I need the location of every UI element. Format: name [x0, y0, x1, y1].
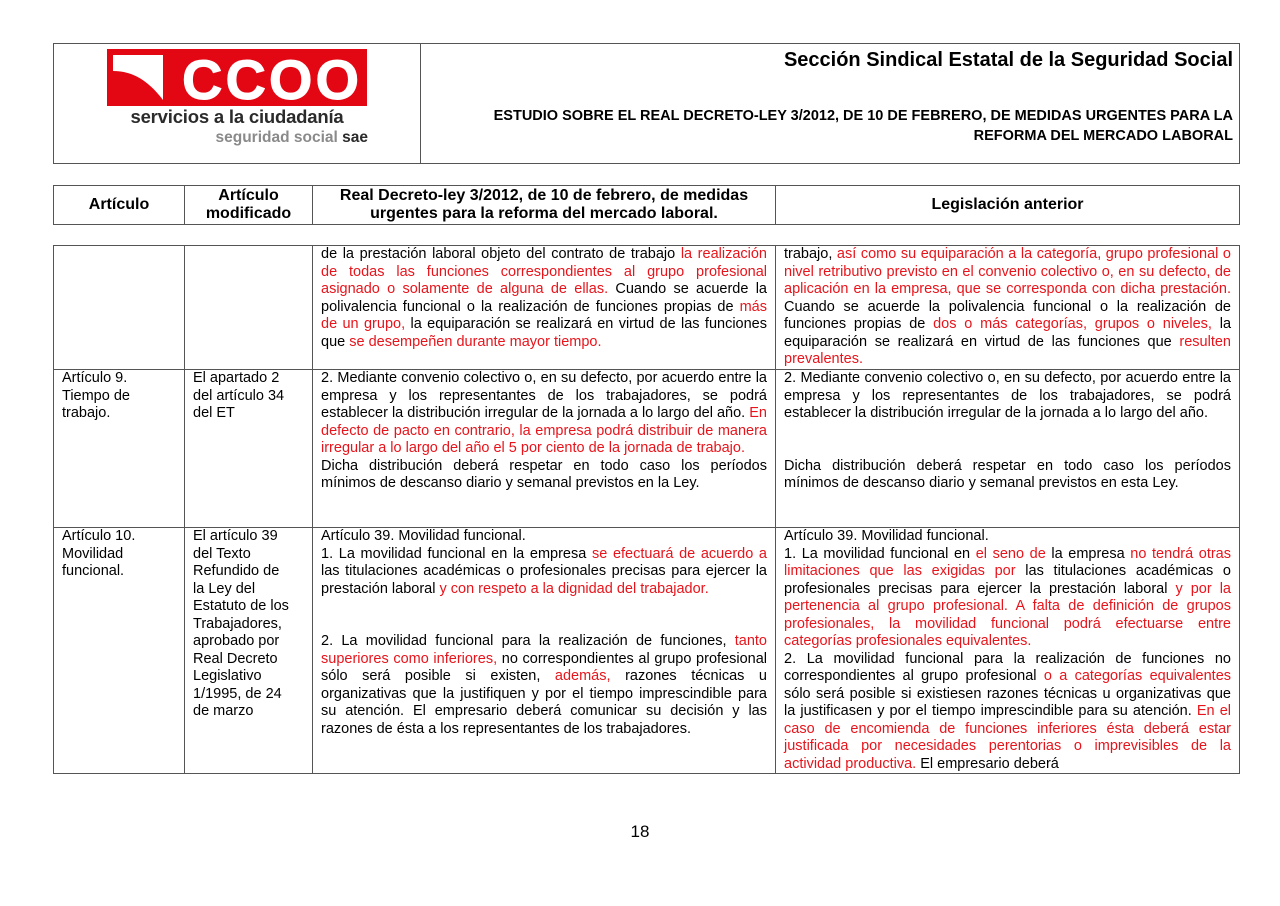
section-title: Sección Sindical Estatal de la Seguridad Social	[783, 49, 1233, 71]
logo-cell	[54, 44, 421, 163]
document-header	[53, 43, 1240, 164]
cell-modificado: El artículo 39 del Texto Refundido de la Ley del Estatuto de los Trabajadores, aprobado por Real Decreto Legislativo 1/1995, de 24 de marzo	[185, 528, 313, 773]
cell-articulo	[54, 246, 185, 369]
table-row	[54, 369, 1239, 527]
highlighted-change-text: En el caso de encomienda de funciones inferiores ésta deberá estar justificada por necesidades perentorias o imprevisibles de la actividad productiva.	[784, 703, 1231, 772]
highlighted-change-text: dos o más categorías, grupos o niveles,	[933, 316, 1212, 332]
study-subtitle: ESTUDIO SOBRE EL REAL DECRETO-LEY 3/2012, DE 10 DE FEBRERO, DE MEDIDAS URGENTES PARA LA REFORMA DEL MERCADO LABORAL	[493, 108, 1233, 144]
text-run: Cuando se acuerde la polivalencia funcional o la realización de funciones propias de	[321, 281, 767, 315]
highlighted-change-text: tanto superiores como inferiores,	[321, 633, 767, 667]
highlighted-change-text: el seno de	[975, 545, 1046, 562]
text-run: 2. La movilidad funcional para la realización de funciones,	[321, 633, 735, 649]
highlighted-change-text: se efectuará de acuerdo a	[591, 545, 767, 562]
text-run: las titulaciones académicas o profesionales precisas para ejercer la prestación laboral	[321, 563, 767, 597]
text-run: trabajo,	[784, 246, 837, 262]
cell-articulo: Artículo 9. Tiempo de trabajo.	[54, 370, 185, 527]
highlighted-change-text: y con respeto a la dignidad del trabajador.	[439, 580, 709, 597]
text-run: la empresa	[1045, 545, 1131, 562]
text-run: de la prestación laboral objeto del contrato de trabajo	[321, 246, 681, 262]
ccoo-logo-icon	[107, 49, 367, 106]
text-run: razones técnicas u organizativas que la justifiquen y por el tiempo imprescindible para su atención. El empresario deberá comunicar su decisión y las razones de ésta a los representantes de los trabajadores.	[321, 668, 767, 737]
table-column-headers	[53, 185, 1240, 225]
column-header-legislacion-anterior: Legislación anterior	[931, 196, 1084, 213]
table-row	[54, 527, 1239, 773]
logo-tagline: servicios a la ciudadanía	[130, 106, 344, 127]
text-run: la equiparación se realizará en virtud de las funciones que	[784, 316, 1232, 350]
cell-anterior-texto: Artículo 39. Movilidad funcional. 1. La movilidad funcional en el seno de la empresa no tendrá otras limitaciones que las exigidas por las titulaciones académicas o profesionales precisas para ejercer la prestación laboral y por la pertenencia al grupo profesional. A falta de definición de grupos profesionales, la movilidad funcional podrá efectuarse entre categorías profesionales equivalentes. 2. La movilidad funcional para la realización de funciones no correspondientes al grupo profesional o a categorías equivalentes sólo será posible si existiesen razones técnicas u organizativas que la justificasen y por el tiempo imprescindible para su atención. En el caso de encomienda de funciones inferiores ésta deberá estar justificada por necesidades perentorias o imprevisibles de la actividad productiva. El empresario deberá	[784, 528, 1232, 772]
highlighted-change-text: resulten prevalentes.	[784, 333, 1231, 367]
column-header-articulo-modificado: Artículo modificado	[185, 186, 313, 224]
cell-articulo: Artículo 10. Movilidad funcional.	[54, 528, 185, 773]
logo-subtagline: seguridad social sae	[215, 129, 368, 146]
highlighted-change-text: así como su equiparación a la categoría, grupo profesional o nivel retributivo previsto en el convenio colectivo o, en su defecto, de aplicación en la empresa, que se corresponda con dicha prestación.	[784, 246, 1231, 297]
text-run: la equiparación se realizará en virtud de las funciones que	[321, 316, 767, 350]
highlighted-change-text: En defecto de pacto en contrario, la empresa podrá distribuir de manera irregular a lo largo del año el 5 por ciento de la jornada de trabajo.	[321, 405, 767, 456]
cell-anterior-texto: 2. Mediante convenio colectivo o, en su defecto, por acuerdo entre la empresa y los representantes de los trabajadores, se podrá establecer la distribución irregular de la jornada a lo largo del año. Dicha distribución deberá respetar en todo caso los períodos mínimos de descanso diario y semanal previstos en esta Ley.	[784, 370, 1231, 491]
highlighted-change-text: más de un grupo,	[321, 298, 767, 332]
cell-nuevo-texto: Artículo 39. Movilidad funcional. 1. La movilidad funcional en la empresa se efectuará de acuerdo a las titulaciones académicas o profesionales precisas para ejercer la prestación laboral y con respeto a la dignidad del trabajador. 2. La movilidad funcional para la realización de funciones, tanto superiores como inferiores, no correspondientes al grupo profesional sólo será posible si existen, además, razones técnicas u organizativas que la justifiquen y por el tiempo imprescindible para su atención. El empresario deberá comunicar su decisión y las razones de ésta a los representantes de los trabajadores.	[313, 528, 776, 773]
cell-modificado	[185, 246, 313, 369]
highlighted-change-text: la realización de todas las funciones correspondientes al grupo profesional asignado o solamente de alguna de ellas.	[321, 246, 767, 297]
text-run: Cuando se acuerde la polivalencia funcional o la realización de funciones propias de	[784, 298, 1231, 332]
title-cell	[421, 44, 1239, 163]
text-run: 2. Mediante convenio colectivo o, en su defecto, por acuerdo entre la empresa y los representantes de los trabajadores, se podrá establecer la distribución irregular de la jornada a lo largo del año.	[321, 370, 767, 421]
cell-modificado: El apartado 2 del artículo 34 del ET	[185, 370, 313, 527]
text-run: no correspondientes al grupo profesional sólo será posible si existen,	[321, 650, 767, 684]
highlighted-change-text: además,	[554, 668, 611, 684]
column-header-articulo: Artículo	[54, 186, 185, 224]
text-run: 1. La movilidad funcional en la empresa	[321, 545, 592, 562]
text-run: El empresario deberá	[916, 755, 1059, 772]
comparison-table	[53, 245, 1240, 774]
cell-anterior-texto	[776, 246, 1239, 369]
text-run: 2. La movilidad funcional para la realización de funciones no correspondientes al grupo profesional	[784, 650, 1231, 684]
cell-nuevo-texto: 2. Mediante convenio colectivo o, en su defecto, por acuerdo entre la empresa y los representantes de los trabajadores, se podrá establecer la distribución irregular de la jornada a lo largo del año. En defecto de pacto en contrario, la empresa podrá distribuir de manera irregular a lo largo del año el 5 por ciento de la jornada de trabajo. Dicha distribución deberá respetar en todo caso los períodos mínimos de descanso diario y semanal previstos en la Ley.	[313, 370, 776, 527]
cell-nuevo-texto	[313, 246, 776, 369]
column-header-real-decreto: Real Decreto-ley 3/2012, de 10 de febrero, de medidas urgentes para la reforma del mercado laboral.	[313, 186, 776, 224]
table-row	[54, 246, 1239, 369]
text-run: las titulaciones académicas o profesionales precisas para ejercer la prestación laboral	[784, 563, 1231, 597]
page-number: 18	[630, 822, 650, 841]
highlighted-change-text: o a categorías equivalentes	[1043, 668, 1232, 684]
svg-text:CCOO: CCOO	[182, 49, 362, 106]
highlighted-change-text: y por la pertenencia al grupo profesional. A falta de definición de grupos profesionales, la movilidad funcional podrá efectuarse entre categorías profesionales equivalentes.	[784, 580, 1231, 649]
text-run: 1. La movilidad funcional en	[784, 545, 976, 562]
highlighted-change-text: se desempeñen durante mayor tiempo.	[349, 333, 602, 350]
highlighted-change-text: no tendrá otras limitaciones que las exigidas por	[784, 545, 1231, 579]
text-run: sólo será posible si existiesen razones técnicas u organizativas que la justificasen y por el tiempo imprescindible para su atención.	[784, 685, 1231, 719]
